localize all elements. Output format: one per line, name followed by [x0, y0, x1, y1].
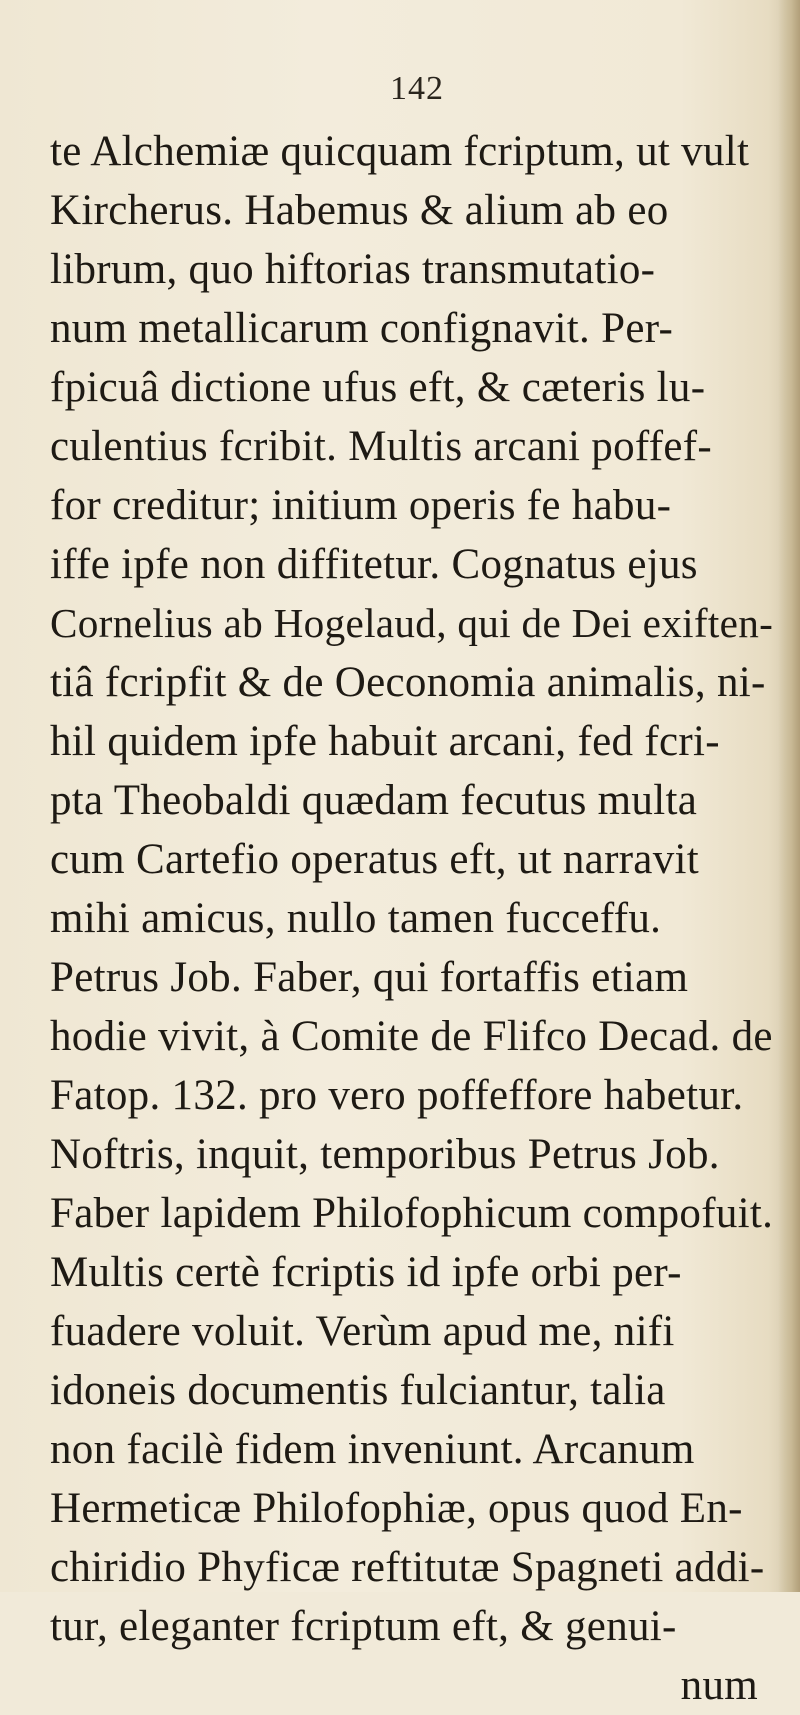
text-line: Noftris, inquit, temporibus Petrus Job. — [50, 1131, 720, 1178]
text-line: tiâ fcripfit & de Oeconomia animalis, ni- — [50, 659, 766, 706]
text-line: Hermeticæ Philofophiæ, opus quod En- — [50, 1485, 743, 1532]
text-line: fpicuâ dictione ufus eft, & cæteris lu- — [50, 364, 706, 411]
text-line: for creditur; initium operis fe habu- — [50, 482, 672, 529]
page-edge-shadow — [778, 0, 800, 1592]
text-line: non facilè fidem inveniunt. Arcanum — [50, 1426, 695, 1473]
text-line: idoneis documentis fulciantur, talia — [50, 1367, 666, 1414]
text-line: te Alchemiæ quicquam fcriptum, ut vult — [50, 128, 750, 175]
text-line: tur, eleganter fcriptum eft, & genui- — [50, 1603, 677, 1650]
text-line: hil quidem ipfe habuit arcani, fed fcri- — [50, 718, 720, 765]
text-line: pta Theobaldi quædam fecutus multa — [50, 777, 698, 824]
text-line: culentius fcribit. Multis arcani poffef- — [50, 423, 712, 470]
text-line: fuadere voluit. Verùm apud me, nifi — [50, 1308, 675, 1355]
text-line: Faber lapidem Philofophicum compofuit. — [50, 1190, 774, 1237]
text-line: hodie vivit, à Comite de Flifco Decad. de — [50, 1013, 773, 1060]
text-line: librum, quo hiftorias transmutatio- — [50, 246, 656, 293]
page-number: 142 — [390, 70, 444, 107]
text-line: chiridio Phyficæ reftitutæ Spagneti addi- — [50, 1544, 765, 1591]
text-line: Cornelius ab Hogelaud, qui de Dei exiften- — [50, 600, 774, 646]
text-line: Petrus Job. Faber, qui fortaffis etiam — [50, 954, 689, 1001]
text-line: Multis certè fcriptis id ipfe orbi per- — [50, 1249, 682, 1296]
text-line: num metallicarum confignavit. Per- — [50, 305, 674, 352]
text-line: cum Cartefio operatus eft, ut narravit — [50, 836, 699, 883]
text-line: Fatop. 132. pro vero poffeffore habetur. — [50, 1072, 744, 1119]
text-line: Kircherus. Habemus & alium ab eo — [50, 187, 669, 234]
text-line: iffe ipfe non diffitetur. Cognatus ejus — [50, 541, 698, 588]
catchword: num — [680, 1662, 758, 1709]
text-line: mihi amicus, nullo tamen fucceffu. — [50, 895, 662, 942]
body-text — [50, 122, 780, 1715]
